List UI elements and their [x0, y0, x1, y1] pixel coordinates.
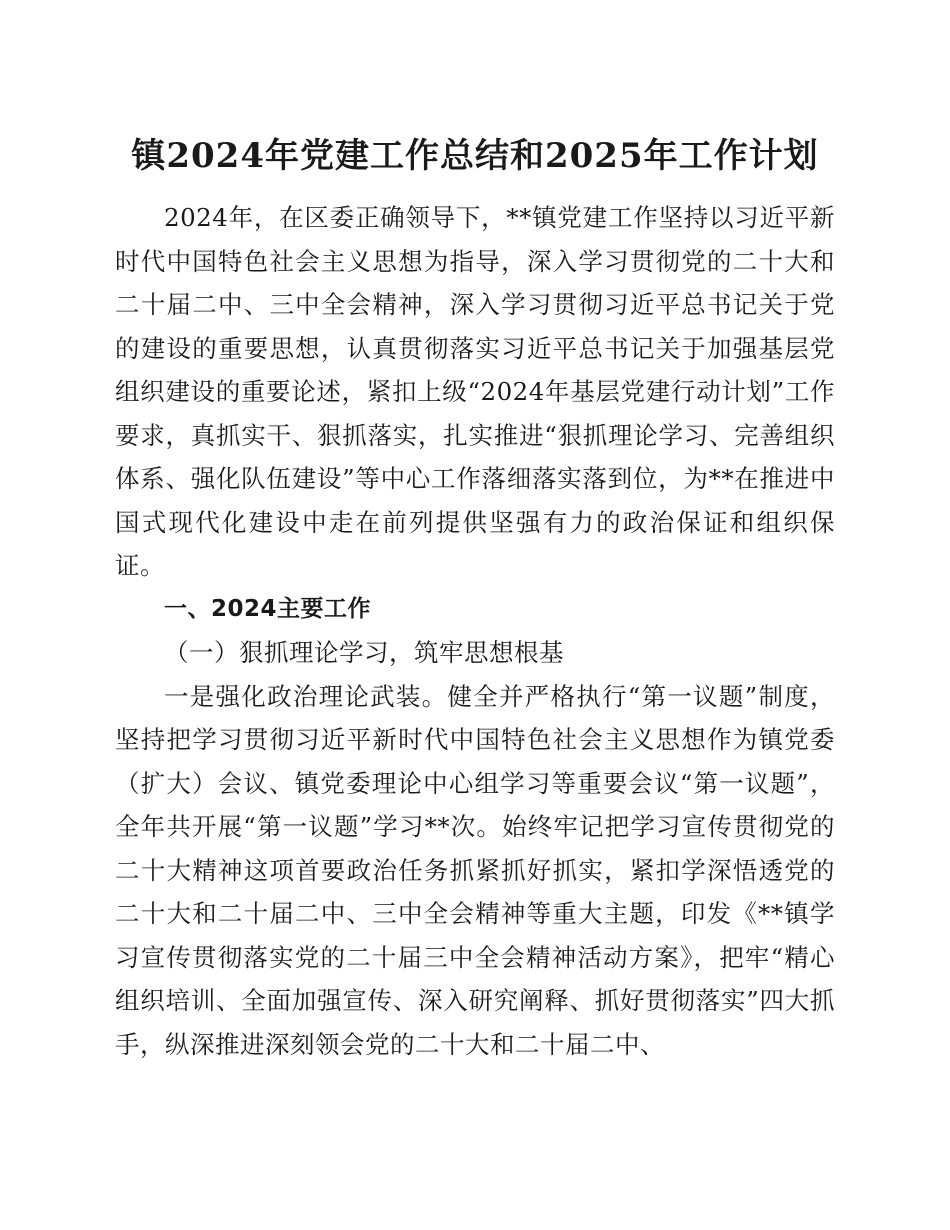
document-title: 镇2024年党建工作总结和2025年工作计划 [131, 136, 819, 176]
intro-paragraph: 2024年，在区委正确领导下，**镇党建工作坚持以习近平新时代中国特色社会主义思想为指导，深入学习贯彻党的二十大和二十届二中、三中全会精神，深入学习贯彻习近平总书记关于党的建设的重要思想，认真贯彻落实习近平总书记关于加强基层党组织建设的重要论述，紧扣上级“2024年基层党建行动计划”工作要求，真抓实干、狠抓落实，扎实推进“狠抓理论学习、完善组织体系、强化队伍建设”等中心工作落细落实落到位，为**在推进中国式现代化建设中走在前列提供坚强有力的政治保证和组织保证。 [115, 203, 835, 580]
document-body [115, 196, 835, 1066]
section-heading: 一、2024主要工作 [164, 595, 372, 622]
subsection-paragraph: 一是强化政治理论武装。健全并严格执行“第一议题”制度，坚持把学习贯彻习近平新时代中国特色社会主义思想作为镇党委（扩大）会议、镇党委理论中心组学习等重要会议“第一议题”，全年共开展“第一议题”学习**次。始终牢记把学习宣传贯彻党的二十大精神这项首要政治任务抓紧抓好抓实，紧扣学深悟透党的二十大和二十届二中、三中全会精神等重大主题，印发《**镇学习宣传贯彻落实党的二十届三中全会精神活动方案》，把牢“精心组织培训、全面加强宣传、深入研究阐释、抓好贯彻落实”四大抓手，纵深推进深刻领会党的二十大和二十届二中、 [115, 681, 835, 1059]
subsection-heading: （一）狠抓理论学习，筑牢思想根基 [164, 638, 564, 667]
